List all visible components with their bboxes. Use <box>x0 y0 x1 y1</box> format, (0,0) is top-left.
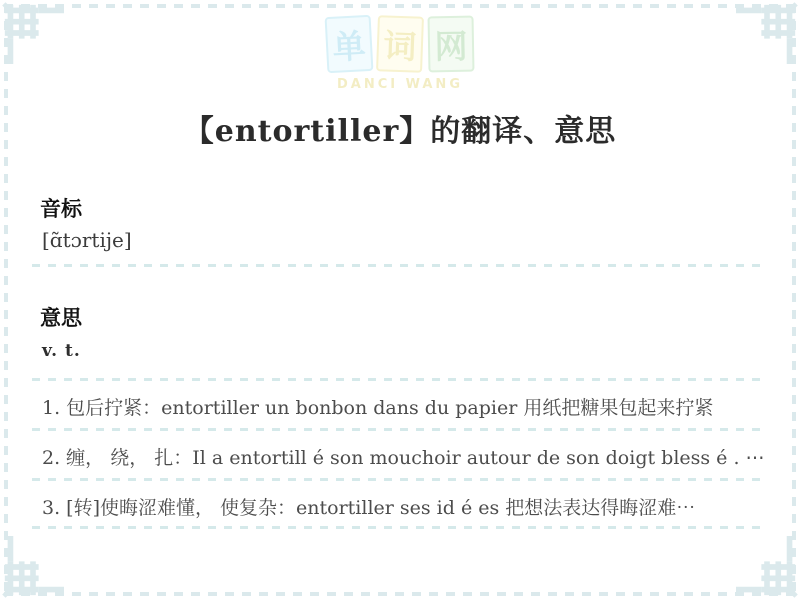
page-border-left <box>4 4 8 596</box>
part-of-speech-label: v. t. <box>42 341 81 361</box>
logo-tile-wang: 网 <box>428 16 475 73</box>
logo-tiles <box>326 16 474 72</box>
page-title: 【entortiller】的翻译、意思 <box>183 114 617 150</box>
list-divider <box>32 378 768 381</box>
section-divider <box>32 264 768 267</box>
logo-caption: DANCI WANG <box>336 77 463 92</box>
page-border-bottom <box>4 592 796 596</box>
logo-tile-dan: 单 <box>325 15 374 73</box>
phonetic-section-heading: 音标 <box>40 196 82 222</box>
corner-knot-icon <box>736 536 798 598</box>
page-border-top <box>4 4 796 8</box>
phonetic-transcription: [ɑ̃tɔrtije] <box>42 228 132 252</box>
list-divider <box>32 428 768 431</box>
corner-knot-icon <box>2 536 64 598</box>
definition-item: 2. 缠， 绕， 扎：Il a entortill é son mouchoir autour de son doigt bless é . ⋯ <box>42 447 765 469</box>
list-divider <box>32 526 768 529</box>
logo-tile-ci: 词 <box>376 15 424 73</box>
site-watermark-logo <box>326 16 474 92</box>
list-divider <box>32 478 768 481</box>
corner-knot-icon <box>736 2 798 64</box>
corner-knot-icon <box>2 2 64 64</box>
page-border-right <box>792 4 796 596</box>
definition-item: 3. [转]使晦涩难懂， 使复杂：entortiller ses id é es 把想法表达得晦涩难⋯ <box>42 497 696 519</box>
definition-item: 1. 包后拧紧：entortiller un bonbon dans du papier 用纸把糖果包起来拧紧 <box>42 397 714 419</box>
meaning-section-heading: 意思 <box>40 305 82 331</box>
